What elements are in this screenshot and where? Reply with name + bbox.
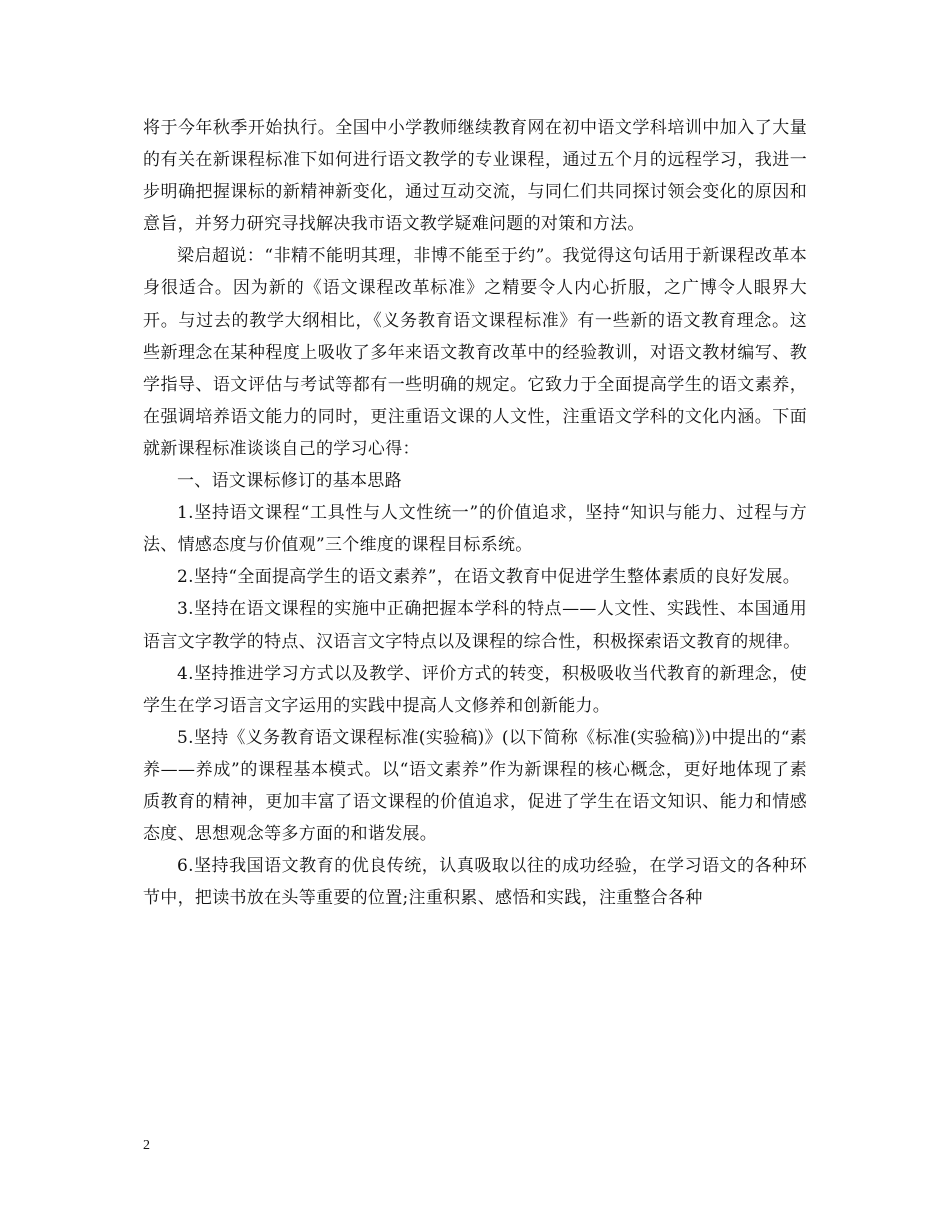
list-item-1: 1.坚持语文课程“工具性与人文性统一”的价值追求，坚持“知识与能力、过程与方法、情感态度与价值观”三个维度的课程目标系统。 bbox=[143, 503, 807, 556]
section-heading-basic-ideas: 一、语文课标修订的基本思路 bbox=[177, 471, 402, 492]
document-body bbox=[143, 112, 807, 914]
list-item-5: 5.坚持《义务教育语文课程标准(实验稿)》(以下简称《标准(实验稿)》)中提出的“素养——养成”的课程基本模式。以“语文素养”作为新课程的核心概念，更好地体现了素质教育的精神，更加丰富了语文课程的价值追求，促进了学生在语文知识、能力和情感态度、思想观念等多方面的和谐发展。 bbox=[143, 727, 807, 845]
list-item-6: 6.坚持我国语文教育的优良传统，认真吸取以往的成功经验，在学习语文的各种环节中，把读书放在头等重要的位置;注重积累、感悟和实践，注重整合各种 bbox=[143, 856, 807, 909]
paragraph-liang-qichao-quote: 梁启超说：“非精不能明其理，非博不能至于约”。我觉得这句话用于新课程改革本身很适合。因为新的《语文课程改革标准》之精要令人内心折服，之广博令人眼界大开。与过去的教学大纲相比，《义务教育语文课程标准》有一些新的语文教育理念。这些新理念在某种程度上吸收了多年来语文教育改革中的经验教训，对语文教材编写、教学指导、语文评估与考试等都有一些明确的规定。它致力于全面提高学生的语文素养，在强调培养语文能力的同时，更注重语文课的人文性，注重语文学科的文化内涵。下面就新课程标准谈谈自己的学习心得： bbox=[143, 246, 807, 459]
page-number: 2 bbox=[143, 1138, 150, 1153]
list-item-3: 3.坚持在语文课程的实施中正确把握本学科的特点——人文性、实践性、本国通用语言文字教学的特点、汉语言文字特点以及课程的综合性，积极探索语文教育的规律。 bbox=[143, 599, 807, 652]
list-item-4: 4.坚持推进学习方式以及教学、评价方式的转变，积极吸收当代教育的新理念，使学生在学习语言文字运用的实践中提高人文修养和创新能力。 bbox=[143, 663, 807, 716]
list-item-2: 2.坚持“全面提高学生的语文素养”，在语文教育中促进学生整体素质的良好发展。 bbox=[177, 567, 800, 588]
paragraph-continuation: 将于今年秋季开始执行。全国中小学教师继续教育网在初中语文学科培训中加入了大量的有关在新课程标准下如何进行语文教学的专业课程，通过五个月的远程学习，我进一步明确把握课标的新精神新变化，通过互动交流，与同仁们共同探讨领会变化的原因和意旨，并努力研究寻找解决我市语文教学疑难问题的对策和方法。 bbox=[143, 118, 807, 235]
